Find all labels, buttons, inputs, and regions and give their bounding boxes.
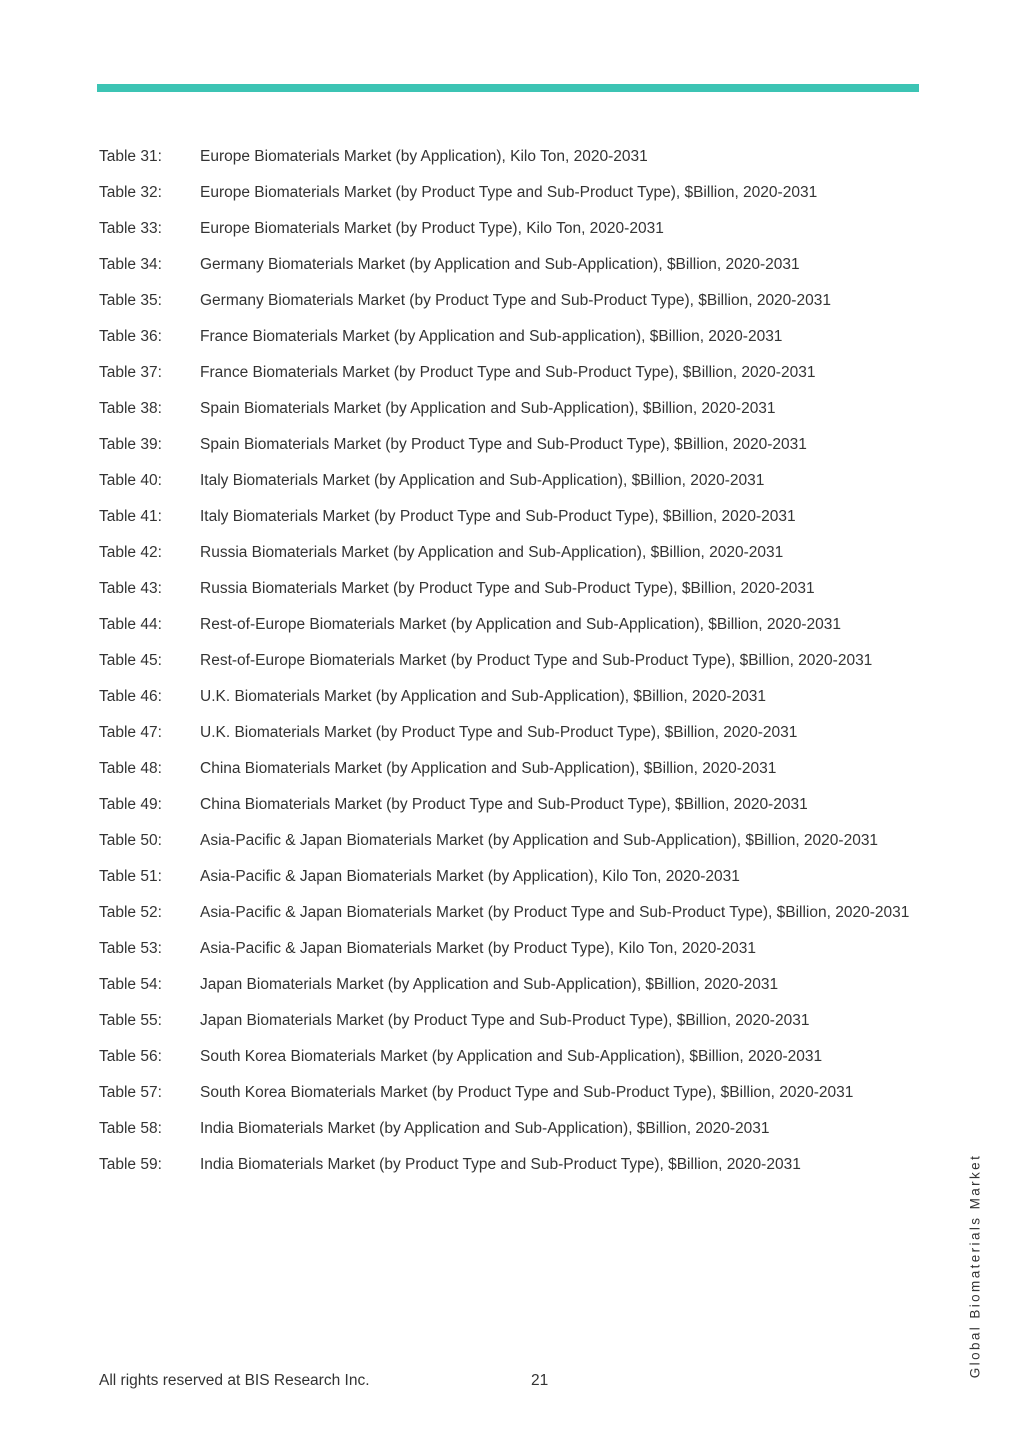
toc-entry-number: Table 32: — [99, 184, 162, 201]
toc-entry-title: South Korea Biomaterials Market (by Application and Sub-Application), $Billion, 2020-2031 — [200, 1048, 823, 1065]
toc-entry-title: China Biomaterials Market (by Product Type and Sub-Product Type), $Billion, 2020-2031 — [200, 796, 808, 813]
toc-entry — [99, 501, 921, 532]
toc-entry-title: Germany Biomaterials Market (by Application and Sub-Application), $Billion, 2020-2031 — [200, 256, 800, 273]
toc-entry-number: Table 57: — [99, 1084, 162, 1101]
toc-entry-number: Table 48: — [99, 760, 162, 777]
toc-entry — [99, 861, 921, 892]
toc-entry-title: Germany Biomaterials Market (by Product Type and Sub-Product Type), $Billion, 2020-2031 — [200, 292, 831, 309]
toc-entry — [99, 681, 921, 712]
toc-entry-title: China Biomaterials Market (by Application and Sub-Application), $Billion, 2020-2031 — [200, 760, 777, 777]
toc-entry-number: Table 50: — [99, 832, 162, 849]
toc-entry — [99, 1113, 921, 1144]
toc-entry-title: Europe Biomaterials Market (by Application), Kilo Ton, 2020-2031 — [200, 148, 648, 165]
toc-entry-number: Table 53: — [99, 940, 162, 957]
toc-entry — [99, 537, 921, 568]
side-running-title: Global Biomaterials Market — [967, 1153, 983, 1379]
toc-entry — [99, 573, 921, 604]
toc-entry-title: Spain Biomaterials Market (by Product Type and Sub-Product Type), $Billion, 2020-2031 — [200, 436, 807, 453]
toc-entry-number: Table 37: — [99, 364, 162, 381]
toc-entry — [99, 753, 921, 784]
toc-entry-title: Spain Biomaterials Market (by Application and Sub-Application), $Billion, 2020-2031 — [200, 400, 776, 417]
toc-entry-title: France Biomaterials Market (by Application and Sub-application), $Billion, 2020-2031 — [200, 328, 783, 345]
toc-entry — [99, 1005, 921, 1036]
toc-entry-title: Rest-of-Europe Biomaterials Market (by Product Type and Sub-Product Type), $Billion, 2020-2031 — [200, 652, 873, 669]
toc-entry-number: Table 45: — [99, 652, 162, 669]
toc-entry — [99, 357, 921, 388]
toc-entry — [99, 393, 921, 424]
toc-entry-number: Table 46: — [99, 688, 162, 705]
toc-entry — [99, 1077, 921, 1108]
toc-entry — [99, 465, 921, 496]
toc-entry — [99, 249, 921, 280]
toc-entry-title: Europe Biomaterials Market (by Product Type), Kilo Ton, 2020-2031 — [200, 220, 664, 237]
toc-entry-number: Table 41: — [99, 508, 162, 525]
toc-entry-title: Rest-of-Europe Biomaterials Market (by Application and Sub-Application), $Billion, 2020-2031 — [200, 616, 842, 633]
toc-entry-number: Table 58: — [99, 1120, 162, 1137]
toc-entry-number: Table 38: — [99, 400, 162, 417]
toc-entry-title: Russia Biomaterials Market (by Product Type and Sub-Product Type), $Billion, 2020-2031 — [200, 580, 815, 597]
toc-entry-number: Table 36: — [99, 328, 162, 345]
toc-entry — [99, 321, 921, 352]
toc-entry — [99, 897, 921, 928]
toc-entry-number: Table 55: — [99, 1012, 162, 1029]
toc-entry-number: Table 31: — [99, 148, 162, 165]
toc-entry — [99, 933, 921, 964]
toc-entry-number: Table 34: — [99, 256, 162, 273]
page-number: 21 — [531, 1372, 549, 1389]
toc-entry — [99, 177, 921, 208]
toc-entry-title: South Korea Biomaterials Market (by Product Type and Sub-Product Type), $Billion, 2020-2031 — [200, 1084, 854, 1101]
toc-entry-title: Russia Biomaterials Market (by Application and Sub-Application), $Billion, 2020-2031 — [200, 544, 784, 561]
toc-entry-title: U.K. Biomaterials Market (by Application and Sub-Application), $Billion, 2020-2031 — [200, 688, 767, 705]
toc-entry-number: Table 54: — [99, 976, 162, 993]
toc-entry-number: Table 40: — [99, 472, 162, 489]
toc-entry — [99, 825, 921, 856]
toc-entry — [99, 969, 921, 1000]
toc-entry — [99, 645, 921, 676]
toc-entry-number: Table 51: — [99, 868, 162, 885]
toc-entry — [99, 213, 921, 244]
toc-entry — [99, 429, 921, 460]
toc-entry-number: Table 33: — [99, 220, 162, 237]
toc-entry — [99, 141, 921, 172]
toc-entry — [99, 285, 921, 316]
toc-entry-title: Europe Biomaterials Market (by Product Type and Sub-Product Type), $Billion, 2020-2031 — [200, 184, 818, 201]
toc-entry-number: Table 56: — [99, 1048, 162, 1065]
toc-entry — [99, 609, 921, 640]
toc-entry-title: Japan Biomaterials Market (by Product Type and Sub-Product Type), $Billion, 2020-2031 — [200, 1012, 810, 1029]
toc-entry-title: Asia-Pacific & Japan Biomaterials Market (by Application), Kilo Ton, 2020-2031 — [200, 868, 740, 885]
toc-entry-number: Table 47: — [99, 724, 162, 741]
toc-entry-title: Japan Biomaterials Market (by Application and Sub-Application), $Billion, 2020-2031 — [200, 976, 779, 993]
footer-copyright: All rights reserved at BIS Research Inc. — [99, 1372, 370, 1389]
toc-entry-number: Table 59: — [99, 1156, 162, 1173]
toc-entry-number: Table 44: — [99, 616, 162, 633]
toc-entry — [99, 717, 921, 748]
toc-entry-number: Table 43: — [99, 580, 162, 597]
list-of-tables — [99, 141, 921, 1185]
header-accent-rule — [97, 84, 919, 92]
toc-entry-title: U.K. Biomaterials Market (by Product Type and Sub-Product Type), $Billion, 2020-2031 — [200, 724, 798, 741]
toc-entry-number: Table 49: — [99, 796, 162, 813]
toc-entry-title: France Biomaterials Market (by Product Type and Sub-Product Type), $Billion, 2020-2031 — [200, 364, 816, 381]
toc-entry-title: Italy Biomaterials Market (by Product Type and Sub-Product Type), $Billion, 2020-2031 — [200, 508, 796, 525]
toc-entry-title: Asia-Pacific & Japan Biomaterials Market (by Product Type and Sub-Product Type), $Billion, 2020-2031 — [200, 904, 910, 921]
toc-entry-number: Table 35: — [99, 292, 162, 309]
toc-entry-number: Table 39: — [99, 436, 162, 453]
toc-entry — [99, 1041, 921, 1072]
toc-entry-number: Table 52: — [99, 904, 162, 921]
toc-entry-title: Asia-Pacific & Japan Biomaterials Market (by Product Type), Kilo Ton, 2020-2031 — [200, 940, 756, 957]
toc-entry-number: Table 42: — [99, 544, 162, 561]
toc-entry-title: India Biomaterials Market (by Product Type and Sub-Product Type), $Billion, 2020-2031 — [200, 1156, 801, 1173]
toc-entry-title: India Biomaterials Market (by Application and Sub-Application), $Billion, 2020-2031 — [200, 1120, 770, 1137]
toc-entry-title: Italy Biomaterials Market (by Application and Sub-Application), $Billion, 2020-2031 — [200, 472, 765, 489]
toc-entry — [99, 1149, 921, 1180]
toc-entry — [99, 789, 921, 820]
toc-entry-title: Asia-Pacific & Japan Biomaterials Market (by Application and Sub-Application), $Billion, 2020-2031 — [200, 832, 879, 849]
